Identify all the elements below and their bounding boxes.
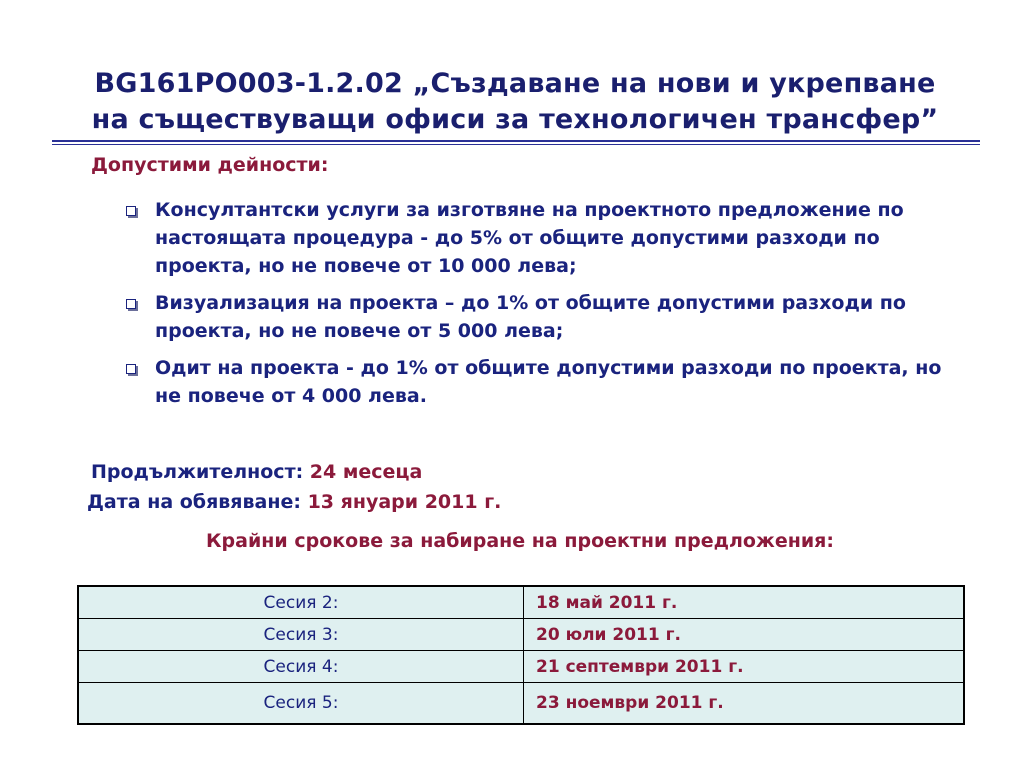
title-line-1: BG161PO003-1.2.02 „Създаване на нови и укрепване [94,68,936,99]
slide-title [40,66,990,138]
activity-item [124,289,954,345]
announcement-line [87,491,501,513]
sessions-table [77,585,965,725]
activity-text: Визуализация на проекта – до 1% от общите допустими разходи по проекта, но не повече от 5 000 лева; [155,292,906,342]
activity-text: Консултантски услуги за изготвяне на проектното предложение по настоящата процедура - до 5% от общите допустими разходи по проекта, но не повече от 10 000 лева; [155,199,904,277]
duration-line [91,461,422,483]
session-date: 20 юли 2011 г. [524,619,965,651]
checkbox-bullet-icon [126,299,136,309]
session-date: 23 ноември 2011 г. [524,683,965,725]
table-row [78,586,964,619]
session-name: Сесия 2: [78,586,524,619]
title-underline [52,140,980,142]
activities-list [124,196,954,419]
activities-heading: Допустими дейности: [91,154,329,176]
session-name: Сесия 5: [78,683,524,725]
checkbox-bullet-icon [126,206,136,216]
session-name: Сесия 4: [78,651,524,683]
duration-label: Продължителност: [91,461,310,483]
table-row [78,619,964,651]
session-date: 18 май 2011 г. [524,586,965,619]
table-row [78,683,964,725]
table-row [78,651,964,683]
activity-item [124,196,954,280]
session-date: 21 септември 2011 г. [524,651,965,683]
session-name: Сесия 3: [78,619,524,651]
activity-item [124,354,954,410]
activity-text: Одит на проекта - до 1% от общите допустими разходи по проекта, но не повече от 4 000 лева. [155,357,942,407]
duration-value: 24 месеца [309,461,423,483]
title-underline-thin [52,144,980,145]
deadlines-heading: Крайни срокове за набиране на проектни предложения: [206,530,834,552]
announcement-value: 13 януари 2011 г. [307,491,502,513]
announcement-label: Дата на обявяване: [87,491,308,513]
title-line-2: на съществуващи офиси за технологичен трансфер” [91,104,939,135]
checkbox-bullet-icon [126,364,136,374]
